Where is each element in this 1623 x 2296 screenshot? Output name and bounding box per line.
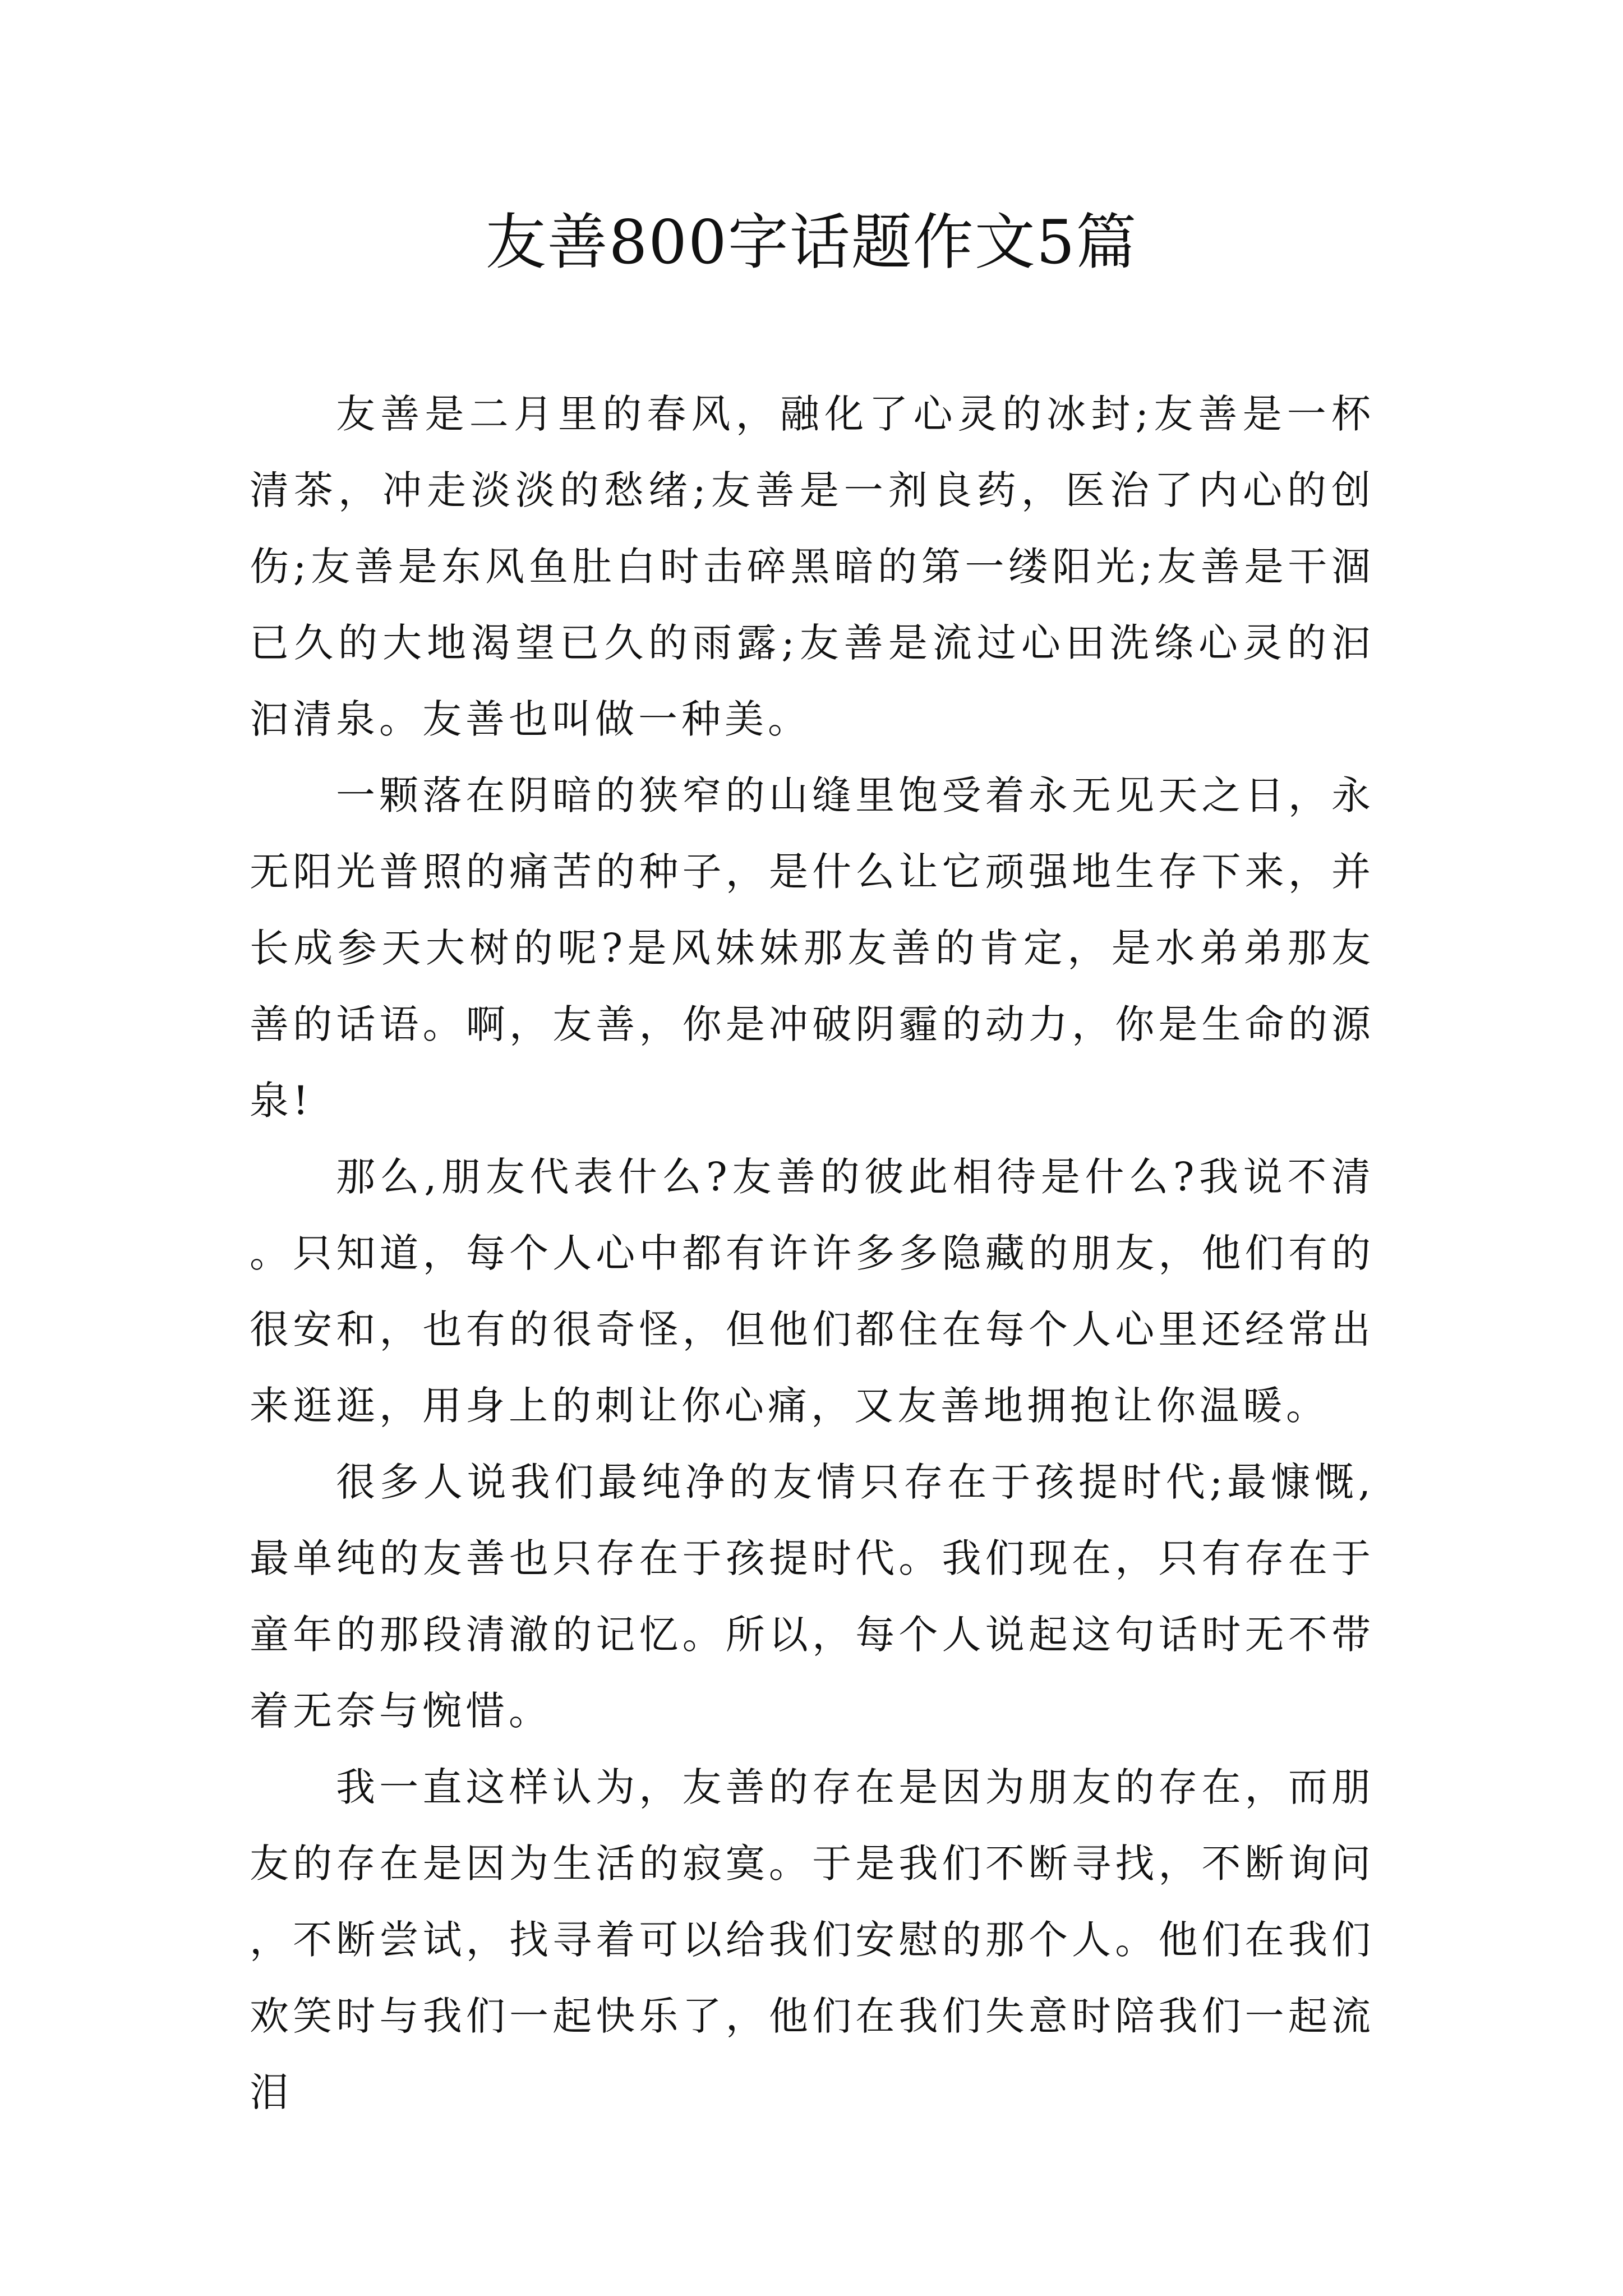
paragraph-3: 那么,朋友代表什么?友善的彼此相待是什么?我说不清。只知道，每个人心中都有许许多多隐藏的朋友，他们有的很安和，也有的很奇怪，但他们都住在每个人心里还经常出来逛逛，用身上的刺让你心痛，又友善地拥抱让你温暖。 <box>250 1154 1375 1429</box>
document-title: 友善800字话题作文5篇 <box>485 208 1138 278</box>
paragraph-5: 我一直这样认为，友善的存在是因为朋友的存在，而朋友的存在是因为生活的寂寞。于是我们不断寻找，不断询问，不断尝试，找寻着可以给我们安慰的那个人。他们在我们欢笑时与我们一起快乐了，他们在我们失意时陪我们一起流泪 <box>250 1764 1375 2115</box>
document-body <box>250 376 1375 2131</box>
paragraph-2: 一颗落在阴暗的狭窄的山缝里饱受着永无见天之日，永无阳光普照的痛苦的种子，是什么让它顽强地生存下来，并长成参天大树的呢?是风妹妹那友善的肯定，是水弟弟那友善的话语。啊，友善，你是冲破阴霾的动力，你是生命的源泉! <box>250 772 1375 1124</box>
paragraph-4: 很多人说我们最纯净的友情只存在于孩提时代;最慷慨,最单纯的友善也只存在于孩提时代。我们现在，只有存在于童年的那段清澈的记忆。所以，每个人说起这句话时无不带着无奈与惋惜。 <box>250 1459 1375 1734</box>
paragraph-1: 友善是二月里的春风，融化了心灵的冰封;友善是一杯清茶，冲走淡淡的愁绪;友善是一剂良药，医治了内心的创伤;友善是东风鱼肚白时击碎黑暗的第一缕阳光;友善是干涸已久的大地渴望已久的雨露;友善是流过心田洗绦心灵的汩汩清泉。友善也叫做一种美。 <box>250 391 1375 742</box>
